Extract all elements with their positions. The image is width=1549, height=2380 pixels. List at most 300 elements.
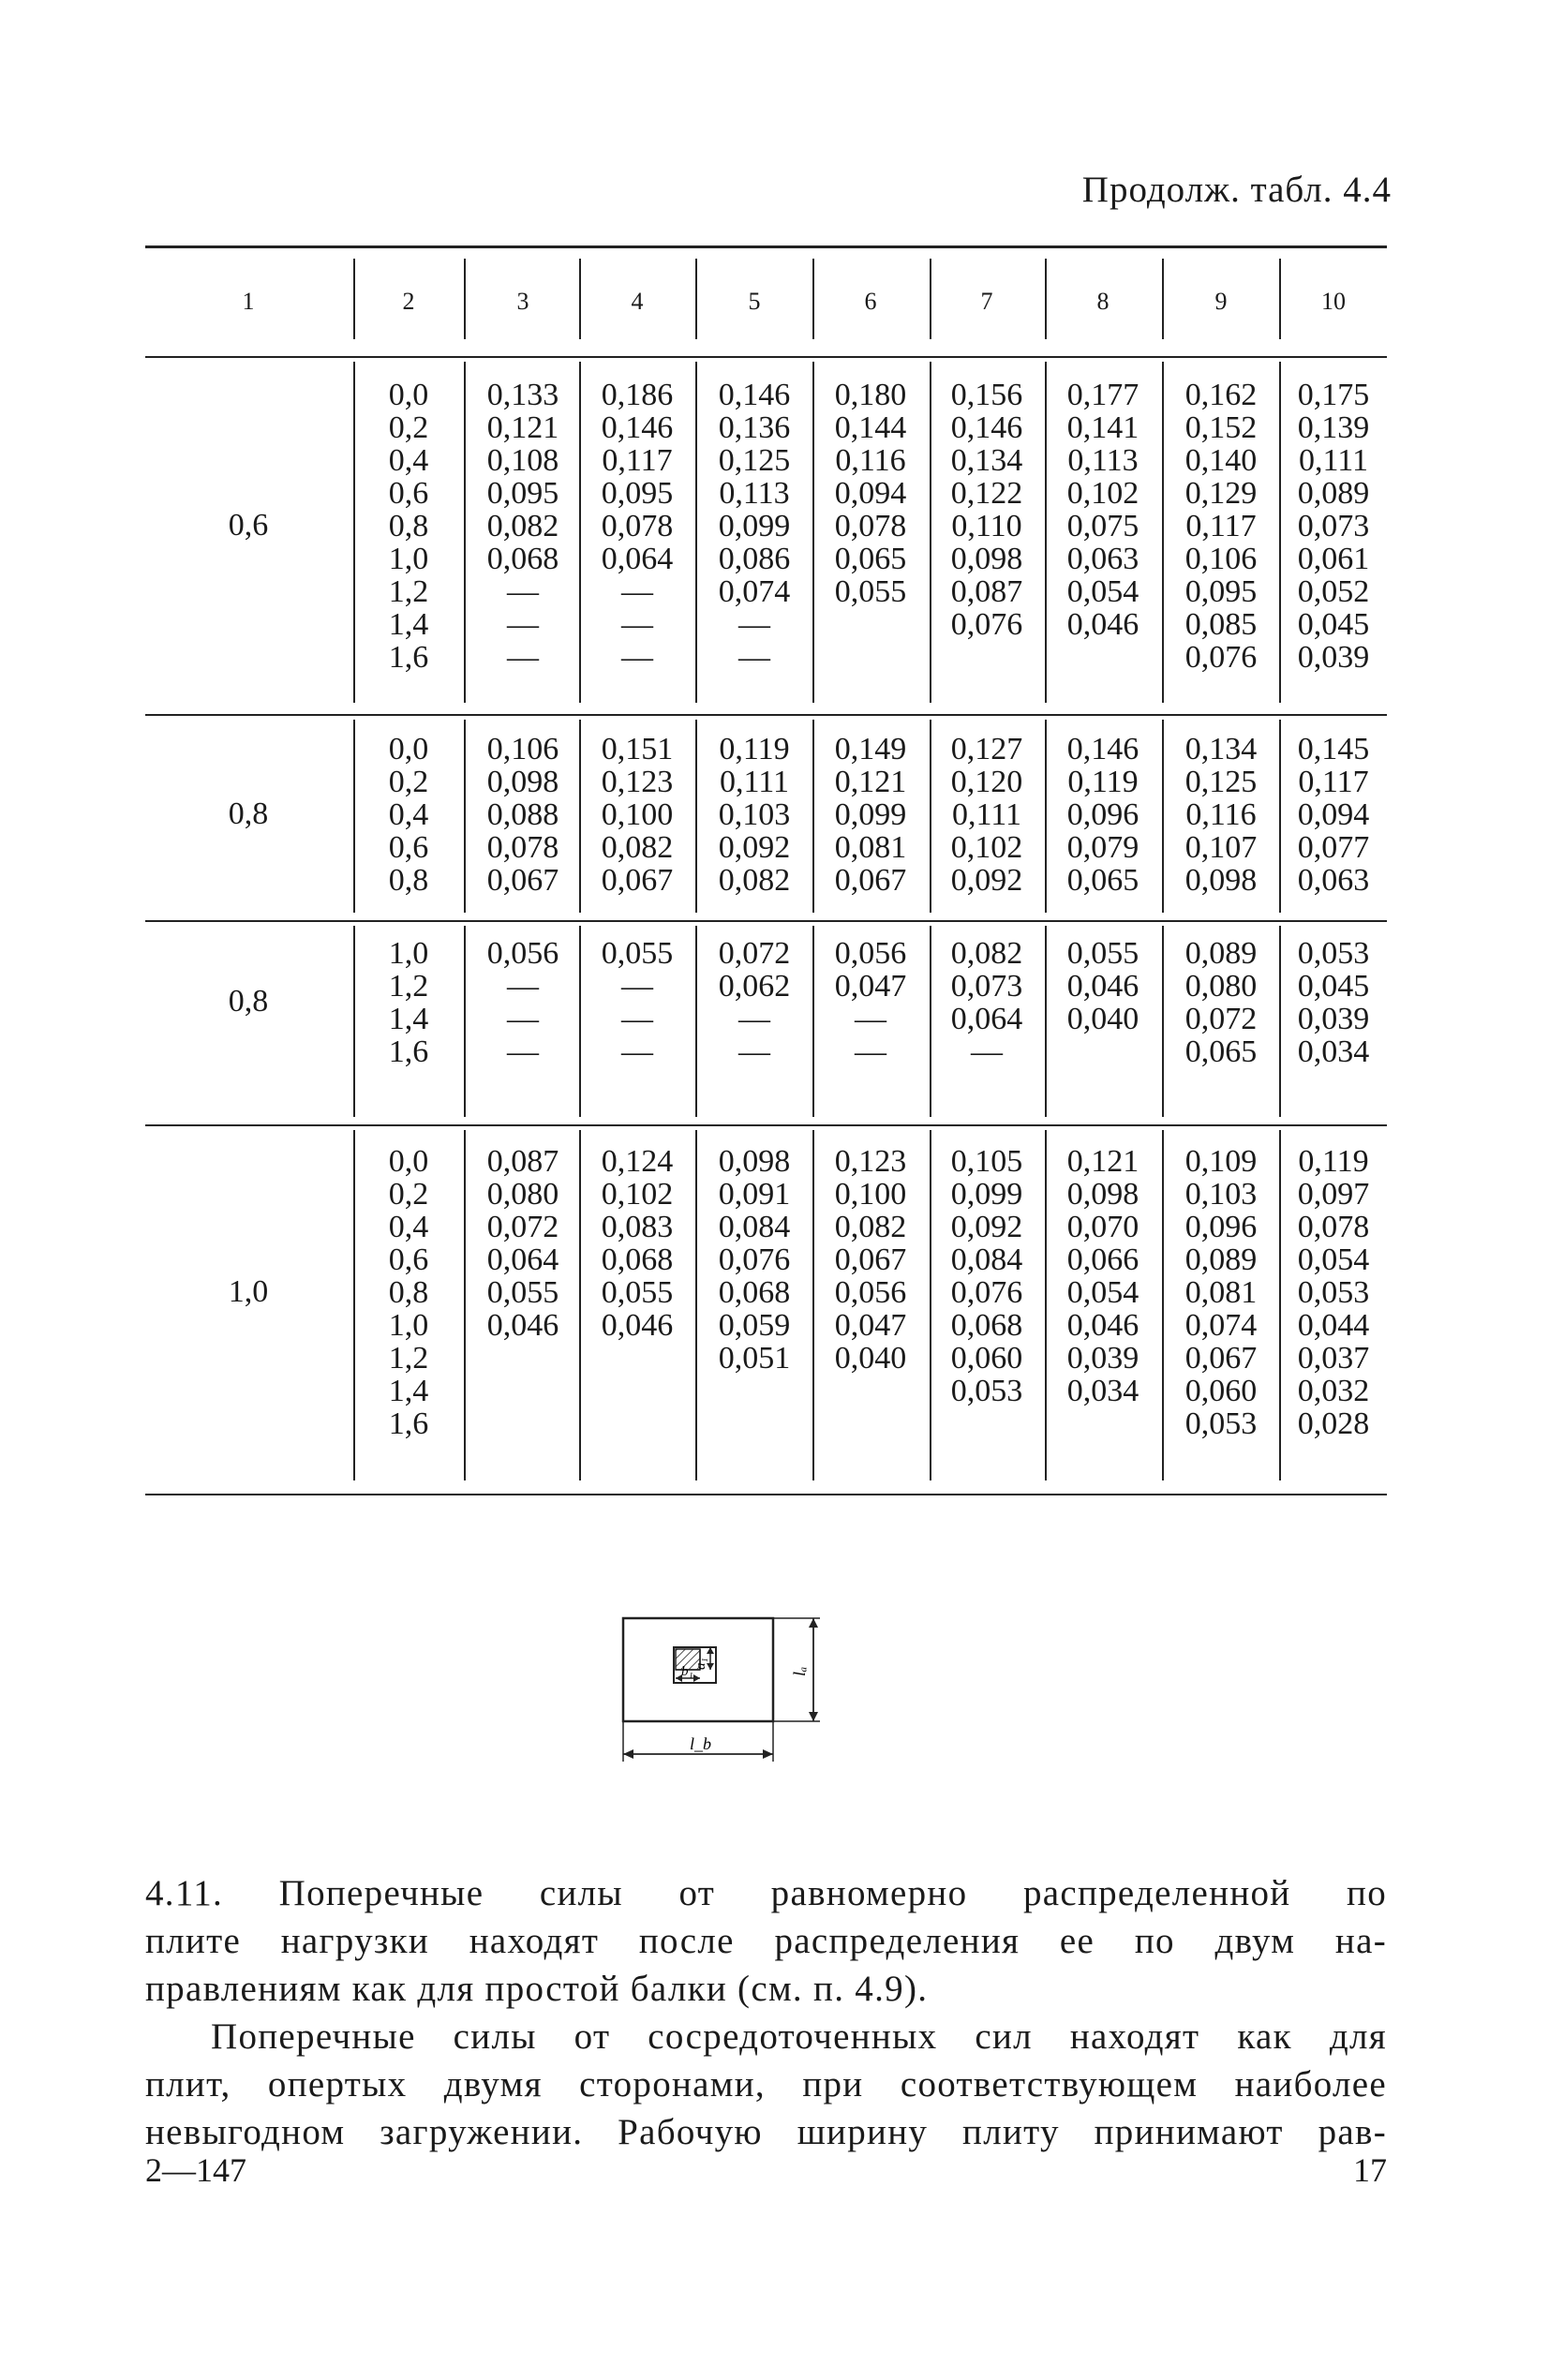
cell: 0,047 xyxy=(834,1308,907,1343)
cell: — xyxy=(738,607,770,642)
cell: 0,078 xyxy=(1297,1210,1370,1244)
cell: 0,039 xyxy=(1297,640,1370,675)
cell: 0,065 xyxy=(834,542,907,576)
cell: 0,072 xyxy=(1184,1002,1258,1036)
cell: 0,079 xyxy=(1066,830,1139,865)
cell: 0,094 xyxy=(1297,797,1370,832)
table-rule xyxy=(145,920,1387,922)
cell: 1,0 xyxy=(388,542,429,576)
cell: 0,6 xyxy=(388,476,429,511)
cell: — xyxy=(621,1002,653,1036)
block-label: 0,8 xyxy=(228,984,269,1019)
cell: 0,117 xyxy=(602,443,673,478)
value-column xyxy=(700,733,809,897)
cell: 0,068 xyxy=(718,1275,791,1310)
cell: 0,078 xyxy=(486,830,559,865)
cell: 0,084 xyxy=(950,1242,1023,1277)
cell: 0,073 xyxy=(950,969,1023,1004)
cell: 0,054 xyxy=(1066,574,1139,609)
cell: 0,096 xyxy=(1066,797,1139,832)
cell: 0,141 xyxy=(1066,410,1139,445)
cell: — xyxy=(971,1034,1003,1069)
cell: 0,103 xyxy=(718,797,791,832)
text-line: 4.11. Поперечные силы от равномерно распределенной по xyxy=(145,1873,1387,1913)
cell: 0,081 xyxy=(1184,1275,1258,1310)
cell: 0,146 xyxy=(601,410,674,445)
value-column xyxy=(932,1145,1041,1440)
cell: 0,106 xyxy=(486,732,559,766)
cell: 0,6 xyxy=(388,1242,429,1277)
cell: 0,078 xyxy=(601,509,674,543)
cell: 0,067 xyxy=(834,1242,907,1277)
column-rule xyxy=(695,259,697,339)
cell: 0,120 xyxy=(950,765,1023,799)
page-number: 17 xyxy=(1353,2151,1387,2189)
value-column xyxy=(583,733,692,897)
table-rule xyxy=(145,714,1387,716)
cell: 0,0 xyxy=(388,378,429,412)
value-column xyxy=(932,733,1041,897)
cell: 0,056 xyxy=(834,936,907,971)
cell: 0,089 xyxy=(1297,476,1370,511)
cell: 0,054 xyxy=(1297,1242,1370,1277)
cell: 0,073 xyxy=(1297,509,1370,543)
value-column xyxy=(816,1145,925,1440)
cell: 0,098 xyxy=(1066,1177,1139,1212)
column-header: 3 xyxy=(516,288,529,315)
cell: 0,092 xyxy=(718,830,791,865)
cell: 0,089 xyxy=(1184,936,1258,971)
cell: 0,121 xyxy=(1066,1144,1139,1179)
value-column xyxy=(1167,733,1275,897)
cell: 0,146 xyxy=(1066,732,1139,766)
cell: 0,108 xyxy=(486,443,559,478)
cell: 0,046 xyxy=(486,1308,559,1343)
cell: 0,068 xyxy=(486,542,559,576)
column-rule xyxy=(353,926,355,1117)
la-label: lₐ xyxy=(790,1666,809,1676)
cell: 0,111 xyxy=(952,797,1021,832)
cell: 0,177 xyxy=(1066,378,1139,412)
column-rule xyxy=(353,720,355,913)
column-header: 6 xyxy=(864,288,877,315)
column-rule xyxy=(1045,362,1047,703)
cell: 0,095 xyxy=(486,476,559,511)
cell: — xyxy=(621,574,653,609)
cell: 0,028 xyxy=(1297,1406,1370,1441)
cell: 1,4 xyxy=(388,1374,429,1408)
cell: — xyxy=(855,1034,886,1069)
cell: — xyxy=(738,1034,770,1069)
cell xyxy=(469,1342,577,1375)
text-line: плите нагрузки находят после распределения ее по двум на- xyxy=(145,1921,1387,1961)
column-rule xyxy=(695,362,697,703)
value-column xyxy=(700,379,809,674)
column-2-values xyxy=(371,733,446,897)
cell: 0,084 xyxy=(718,1210,791,1244)
text-line: правлениям как для простой балки (см. п. 4.9). xyxy=(145,1969,929,2009)
column-rule xyxy=(812,259,814,339)
cell: 0,175 xyxy=(1297,378,1370,412)
cell: 0,046 xyxy=(1066,607,1139,642)
cell: 0,8 xyxy=(388,863,429,898)
value-column xyxy=(469,937,577,1068)
value-column xyxy=(700,937,809,1068)
cell: 0,180 xyxy=(834,378,907,412)
cell: 0,054 xyxy=(1066,1275,1139,1310)
cell: 0,067 xyxy=(601,863,674,898)
cell: 0,068 xyxy=(950,1308,1023,1343)
table-rule xyxy=(145,245,1387,248)
cell: — xyxy=(507,969,539,1004)
column-rule xyxy=(464,362,466,703)
cell xyxy=(932,641,1041,674)
value-column xyxy=(1167,937,1275,1068)
column-rule xyxy=(464,926,466,1117)
cell: 1,2 xyxy=(388,574,429,609)
cell: 0,070 xyxy=(1066,1210,1139,1244)
cell: 0,140 xyxy=(1184,443,1258,478)
column-header: 2 xyxy=(402,288,415,315)
column-rule xyxy=(1162,259,1164,339)
cell: 0,6 xyxy=(388,830,429,865)
cell: — xyxy=(507,574,539,609)
cell: 0,055 xyxy=(601,1275,674,1310)
cell: 0,064 xyxy=(601,542,674,576)
cell: 0,102 xyxy=(950,830,1023,865)
cell: 0,055 xyxy=(1066,936,1139,971)
cell: 0,186 xyxy=(601,378,674,412)
cell: 0,119 xyxy=(719,732,790,766)
cell: 0,111 xyxy=(1299,443,1368,478)
value-column xyxy=(1279,379,1388,674)
cell: 0,081 xyxy=(834,830,907,865)
column-rule xyxy=(353,259,355,339)
cell: 0,2 xyxy=(388,410,429,445)
cell: 0,133 xyxy=(486,378,559,412)
cell: 1,2 xyxy=(388,969,429,1004)
column-header: 4 xyxy=(631,288,644,315)
column-rule xyxy=(812,720,814,913)
value-column xyxy=(1049,733,1157,897)
cell: 0,146 xyxy=(950,410,1023,445)
cell xyxy=(816,608,925,641)
cell: 0,091 xyxy=(718,1177,791,1212)
cell: 0,113 xyxy=(719,476,790,511)
cell: — xyxy=(621,607,653,642)
cell: 0,121 xyxy=(834,765,907,799)
cell: 0,099 xyxy=(718,509,791,543)
cell: 0,046 xyxy=(1066,1308,1139,1343)
column-rule xyxy=(930,926,931,1117)
cell: 0,061 xyxy=(1297,542,1370,576)
lb-label: l_b xyxy=(690,1734,712,1753)
cell: 0,063 xyxy=(1066,542,1139,576)
cell: 0,066 xyxy=(1066,1242,1139,1277)
block-label: 0,6 xyxy=(228,507,269,543)
table-rule xyxy=(145,356,1387,358)
cell: 0,139 xyxy=(1297,410,1370,445)
column-rule xyxy=(464,1130,466,1480)
column-header: 10 xyxy=(1321,288,1346,315)
cell: 0,082 xyxy=(601,830,674,865)
cell: 0,074 xyxy=(1184,1308,1258,1343)
cell: 0,059 xyxy=(718,1308,791,1343)
cell: 0,107 xyxy=(1184,830,1258,865)
cell: 0,078 xyxy=(834,509,907,543)
cell: 0,125 xyxy=(718,443,791,478)
cell: 0,080 xyxy=(486,1177,559,1212)
cell: 0,045 xyxy=(1297,969,1370,1004)
cell: 0,110 xyxy=(951,509,1022,543)
block-label: 1,0 xyxy=(228,1273,269,1309)
column-rule xyxy=(579,926,581,1117)
column-rule xyxy=(1279,259,1281,339)
cell: 0,051 xyxy=(718,1341,791,1376)
cell: 0,064 xyxy=(486,1242,559,1277)
cell: 0,056 xyxy=(486,936,559,971)
column-2-values xyxy=(371,1145,446,1440)
cell: 0,047 xyxy=(834,969,907,1004)
cell xyxy=(583,1407,692,1440)
paragraph-shear-forces xyxy=(145,2013,1387,2156)
cell: 1,6 xyxy=(388,640,429,675)
cell xyxy=(469,1407,577,1440)
value-column xyxy=(469,1145,577,1440)
cell: 0,068 xyxy=(601,1242,674,1277)
cell: 0,039 xyxy=(1297,1002,1370,1036)
cell: 0,067 xyxy=(834,863,907,898)
cell: 0,087 xyxy=(950,574,1023,609)
cell: 0,092 xyxy=(950,863,1023,898)
column-rule xyxy=(1162,1130,1164,1480)
value-column xyxy=(469,379,577,674)
cell: — xyxy=(621,969,653,1004)
column-rule xyxy=(464,720,466,913)
cell: 0,123 xyxy=(601,765,674,799)
column-rule xyxy=(1045,259,1047,339)
value-column xyxy=(816,733,925,897)
column-header: 8 xyxy=(1096,288,1110,315)
cell: 0,053 xyxy=(1297,936,1370,971)
cell xyxy=(583,1375,692,1407)
cell: 0,156 xyxy=(950,378,1023,412)
cell: 0,100 xyxy=(601,797,674,832)
cell: 0,111 xyxy=(720,765,789,799)
cell: 0,096 xyxy=(1184,1210,1258,1244)
column-rule xyxy=(1045,926,1047,1117)
column-rule xyxy=(930,720,931,913)
cell: — xyxy=(738,1002,770,1036)
cell: — xyxy=(507,1034,539,1069)
value-column xyxy=(583,1145,692,1440)
cell: 0,8 xyxy=(388,509,429,543)
cell: 0,044 xyxy=(1297,1308,1370,1343)
cell: 0,144 xyxy=(834,410,907,445)
column-rule xyxy=(695,1130,697,1480)
cell: 0,067 xyxy=(486,863,559,898)
column-rule xyxy=(353,1130,355,1480)
cell: 0,089 xyxy=(1184,1242,1258,1277)
table-caption: Продолж. табл. 4.4 xyxy=(1081,170,1392,210)
column-rule xyxy=(579,259,581,339)
cell: 0,152 xyxy=(1184,410,1258,445)
text-line: плит, опертых двумя сторонами, при соответствующем наиболее xyxy=(145,2064,1387,2105)
cell: 0,080 xyxy=(1184,969,1258,1004)
column-header: 1 xyxy=(242,288,255,315)
cell: 0,082 xyxy=(834,1210,907,1244)
cell: 0,085 xyxy=(1184,607,1258,642)
value-column xyxy=(700,1145,809,1440)
cell: 0,146 xyxy=(718,378,791,412)
column-rule xyxy=(353,362,355,703)
cell: 0,123 xyxy=(834,1144,907,1179)
column-rule xyxy=(695,926,697,1117)
column-rule xyxy=(930,362,931,703)
cell: 0,099 xyxy=(834,797,907,832)
cell: 0,060 xyxy=(1184,1374,1258,1408)
cell xyxy=(816,1407,925,1440)
cell: 0,077 xyxy=(1297,830,1370,865)
column-rule xyxy=(1162,926,1164,1117)
value-column xyxy=(932,379,1041,674)
cell: 0,102 xyxy=(1066,476,1139,511)
cell: — xyxy=(738,640,770,675)
column-rule xyxy=(579,1130,581,1480)
cell: 0,046 xyxy=(1066,969,1139,1004)
column-rule xyxy=(812,1130,814,1480)
cell: 0,145 xyxy=(1297,732,1370,766)
column-rule xyxy=(579,362,581,703)
column-rule xyxy=(812,926,814,1117)
cell: 0,072 xyxy=(718,936,791,971)
cell: 0,055 xyxy=(601,936,674,971)
plate-diagram xyxy=(600,1607,825,1776)
cell: — xyxy=(507,1002,539,1036)
cell: — xyxy=(507,607,539,642)
column-2-values xyxy=(371,937,446,1068)
value-column xyxy=(932,937,1041,1068)
cell: — xyxy=(507,640,539,675)
cell xyxy=(816,1375,925,1407)
cell: 0,2 xyxy=(388,765,429,799)
value-column xyxy=(1049,937,1157,1068)
cell: 0,039 xyxy=(1066,1341,1139,1376)
column-header: 9 xyxy=(1214,288,1228,315)
cell: 0,056 xyxy=(834,1275,907,1310)
cell: 0,032 xyxy=(1297,1374,1370,1408)
cell: 0,4 xyxy=(388,443,429,478)
cell: 1,4 xyxy=(388,607,429,642)
cell: 0,086 xyxy=(718,542,791,576)
cell: 0,072 xyxy=(486,1210,559,1244)
cell: 0,076 xyxy=(718,1242,791,1277)
cell: 1,0 xyxy=(388,936,429,971)
cell: 0,097 xyxy=(1297,1177,1370,1212)
cell xyxy=(700,1375,809,1407)
cell: 0,149 xyxy=(834,732,907,766)
cell xyxy=(700,1407,809,1440)
cell: 0,136 xyxy=(718,410,791,445)
value-column xyxy=(583,937,692,1068)
column-header: 5 xyxy=(748,288,761,315)
cell: 0,4 xyxy=(388,797,429,832)
cell: 0,134 xyxy=(1184,732,1258,766)
cell: 0,098 xyxy=(718,1144,791,1179)
cell: 0,117 xyxy=(1185,509,1257,543)
cell: 0,117 xyxy=(1298,765,1369,799)
cell: 0,046 xyxy=(601,1308,674,1343)
cell: 0,063 xyxy=(1297,863,1370,898)
column-rule xyxy=(1045,1130,1047,1480)
cell xyxy=(583,1342,692,1375)
cell: 0,119 xyxy=(1067,765,1139,799)
paragraph-4-11 xyxy=(145,1869,1387,2013)
cell: 0,040 xyxy=(1066,1002,1139,1036)
cell: 0,095 xyxy=(601,476,674,511)
cell: 1,4 xyxy=(388,1002,429,1036)
column-rule xyxy=(1162,362,1164,703)
print-code: 2—147 xyxy=(145,2151,246,2189)
cell: 0,109 xyxy=(1184,1144,1258,1179)
cell: 0,087 xyxy=(486,1144,559,1179)
cell: 0,0 xyxy=(388,1144,429,1179)
column-header: 7 xyxy=(980,288,993,315)
cell: 0,034 xyxy=(1066,1374,1139,1408)
cell: 0,099 xyxy=(950,1177,1023,1212)
cell: — xyxy=(621,1034,653,1069)
cell: 0,098 xyxy=(1184,863,1258,898)
cell: 0,076 xyxy=(950,607,1023,642)
column-rule xyxy=(695,720,697,913)
value-column xyxy=(1279,1145,1388,1440)
cell: 0,113 xyxy=(1067,443,1139,478)
cell: — xyxy=(855,1002,886,1036)
cell: 0,088 xyxy=(486,797,559,832)
cell: 0,095 xyxy=(1184,574,1258,609)
a1-label: a₁ xyxy=(693,1658,708,1670)
value-column xyxy=(1279,733,1388,897)
cell: 0,067 xyxy=(1184,1341,1258,1376)
column-rule xyxy=(812,362,814,703)
cell: 0,075 xyxy=(1066,509,1139,543)
value-column xyxy=(1049,1145,1157,1440)
cell xyxy=(469,1375,577,1407)
cell: 0,127 xyxy=(950,732,1023,766)
column-rule xyxy=(1162,720,1164,913)
cell: 0,121 xyxy=(486,410,559,445)
cell: 0,083 xyxy=(601,1210,674,1244)
cell: 0,037 xyxy=(1297,1341,1370,1376)
cell: 1,6 xyxy=(388,1406,429,1441)
cell: 0,124 xyxy=(601,1144,674,1179)
cell: 0,102 xyxy=(601,1177,674,1212)
cell: 0,0 xyxy=(388,732,429,766)
value-column xyxy=(816,937,925,1068)
cell: 0,082 xyxy=(486,509,559,543)
cell: 0,119 xyxy=(1298,1144,1369,1179)
cell: 0,065 xyxy=(1066,863,1139,898)
cell xyxy=(1049,1407,1157,1440)
column-rule xyxy=(464,259,466,339)
cell: 0,116 xyxy=(835,443,906,478)
value-column xyxy=(1167,379,1275,674)
value-column xyxy=(583,379,692,674)
cell xyxy=(1049,1035,1157,1068)
cell: 0,065 xyxy=(1184,1034,1258,1069)
column-rule xyxy=(579,720,581,913)
cell: 0,076 xyxy=(1184,640,1258,675)
